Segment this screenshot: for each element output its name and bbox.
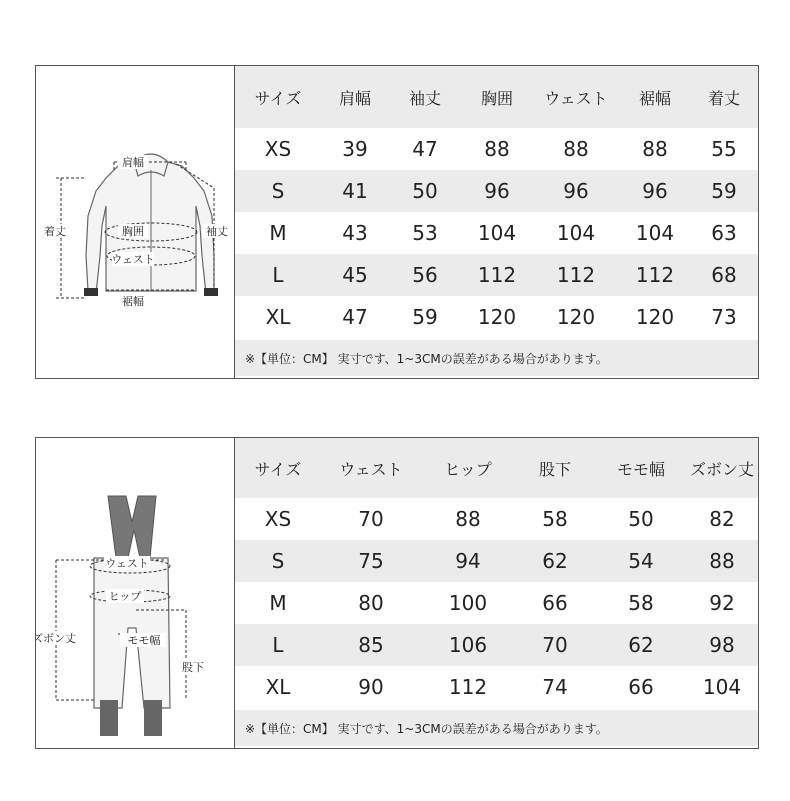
table-cell: 104 <box>702 675 742 699</box>
size-cell: XL <box>265 675 291 699</box>
table-cell: 50 <box>628 507 654 531</box>
table-cell: 112 <box>635 263 675 287</box>
size-cell: S <box>271 179 285 203</box>
size-cell: XS <box>264 137 292 161</box>
table-cell: 66 <box>628 675 654 699</box>
table-cell: 94 <box>455 549 481 573</box>
table-cell: 112 <box>556 263 596 287</box>
table-row <box>235 212 758 254</box>
jacket-size-panel <box>35 65 759 379</box>
table-cell: 82 <box>709 507 735 531</box>
table-cell: 96 <box>563 179 589 203</box>
table-cell: 112 <box>477 263 517 287</box>
table-cell: 41 <box>342 179 368 203</box>
label-waist: ウェスト <box>105 557 149 570</box>
size-cell: XL <box>265 305 291 329</box>
table-cell: 85 <box>358 633 384 657</box>
table-cell: 58 <box>628 591 654 615</box>
label-chest: 胸囲 <box>122 225 144 238</box>
size-cell: M <box>269 221 287 245</box>
table-cell: 120 <box>556 305 596 329</box>
label-inseam: 股下 <box>182 661 204 674</box>
table-cell: 120 <box>635 305 675 329</box>
table-cell: 96 <box>484 179 510 203</box>
size-cell: XS <box>264 507 292 531</box>
table-cell: 54 <box>628 549 654 573</box>
header-cell: ヒップ <box>444 459 492 479</box>
header-cell: 裾幅 <box>638 88 671 108</box>
pants-size-panel <box>35 437 759 749</box>
label-shoulder: 肩幅 <box>122 156 144 169</box>
header-cell: モモ幅 <box>616 459 665 479</box>
header-cell: サイズ <box>254 459 302 479</box>
table-cell: 63 <box>711 221 737 245</box>
table-cell: 53 <box>412 221 438 245</box>
pants-diagram <box>36 438 235 748</box>
label-length: 着丈 <box>44 225 66 238</box>
table-cell: 80 <box>358 591 384 615</box>
header-cell: サイズ <box>254 88 302 108</box>
table-cell: 75 <box>358 549 384 573</box>
label-length: ズボン丈 <box>36 632 76 645</box>
table-cell: 45 <box>342 263 368 287</box>
table-cell: 88 <box>455 507 481 531</box>
table-cell: 92 <box>709 591 735 615</box>
size-cell: L <box>272 263 284 287</box>
table-cell: 68 <box>711 263 737 287</box>
table-cell: 62 <box>542 549 568 573</box>
label-thigh: モモ幅 <box>127 634 161 647</box>
header-cell: ウェスト <box>339 459 403 479</box>
table-cell: 88 <box>709 549 735 573</box>
header-cell: 肩幅 <box>338 88 371 108</box>
table-cell: 47 <box>412 137 438 161</box>
table-row <box>235 296 758 338</box>
table-cell: 39 <box>342 137 368 161</box>
table-row <box>235 582 758 624</box>
label-sleeve: 袖丈 <box>206 225 228 238</box>
table-cell: 47 <box>342 305 368 329</box>
table-cell: 100 <box>448 591 488 615</box>
label-hip: ヒップ <box>108 590 142 603</box>
table-cell: 88 <box>642 137 668 161</box>
header-cell: 袖丈 <box>408 88 441 108</box>
header-cell: 胸囲 <box>480 88 513 108</box>
table-row <box>235 498 758 540</box>
table-cell: 59 <box>412 305 438 329</box>
table-cell: 88 <box>484 137 510 161</box>
table-cell: 59 <box>711 179 737 203</box>
jacket-diagram <box>36 66 235 378</box>
size-cell: S <box>271 549 285 573</box>
table-cell: 43 <box>342 221 368 245</box>
table-cell: 74 <box>542 675 568 699</box>
table-header-row <box>235 438 758 498</box>
header-cell: ズボン丈 <box>689 459 754 479</box>
table-cell: 112 <box>448 675 488 699</box>
jacket-illustration <box>36 66 234 378</box>
header-cell: 着丈 <box>707 88 740 108</box>
table-cell: 70 <box>542 633 568 657</box>
table-cell: 96 <box>642 179 668 203</box>
header-cell: ウェスト <box>544 88 608 108</box>
unit-note: ※【単位：CM】 実寸です、1~3CMの誤差がある場合があります。 <box>235 710 758 746</box>
table-row <box>235 624 758 666</box>
table-cell: 104 <box>635 221 675 245</box>
table-cell: 104 <box>556 221 596 245</box>
table-row <box>235 254 758 296</box>
label-waist: ウェスト <box>111 253 155 266</box>
pants-illustration <box>36 438 234 748</box>
table-cell: 66 <box>542 591 568 615</box>
table-row <box>235 170 758 212</box>
table-cell: 98 <box>709 633 735 657</box>
table-row <box>235 540 758 582</box>
pants-size-table <box>235 438 758 748</box>
table-cell: 90 <box>358 675 384 699</box>
table-row <box>235 666 758 708</box>
table-row <box>235 128 758 170</box>
size-cell: L <box>272 633 284 657</box>
jacket-size-table <box>235 66 758 378</box>
unit-note: ※【単位：CM】 実寸です、1~3CMの誤差がある場合があります。 <box>235 340 758 376</box>
table-cell: 50 <box>412 179 438 203</box>
table-cell: 120 <box>477 305 517 329</box>
table-cell: 104 <box>477 221 517 245</box>
table-cell: 58 <box>542 507 568 531</box>
table-cell: 73 <box>711 305 737 329</box>
size-cell: M <box>269 591 287 615</box>
table-cell: 62 <box>628 633 654 657</box>
header-cell: 股下 <box>538 459 571 479</box>
label-hem: 裾幅 <box>122 295 144 308</box>
table-cell: 55 <box>711 137 737 161</box>
table-header-row <box>235 66 758 128</box>
table-cell: 70 <box>358 507 384 531</box>
table-cell: 56 <box>412 263 438 287</box>
table-cell: 88 <box>563 137 589 161</box>
table-cell: 106 <box>448 633 488 657</box>
